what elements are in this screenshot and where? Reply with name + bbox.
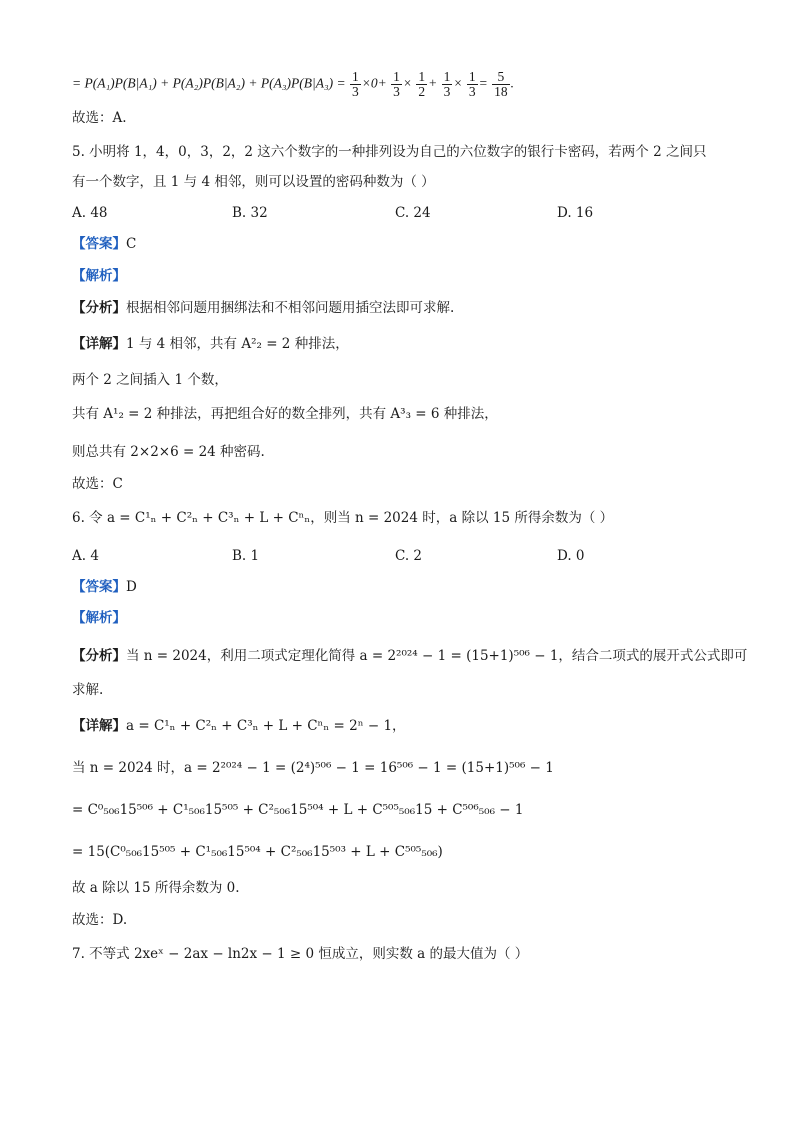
q5-detail-2: 两个 2 之间插入 1 个数，: [72, 372, 228, 388]
prev-equation: = P(A₁)P(B|A₁) + P(A₂)P(B|A₂) + P(A₃)P(B|A₃) = $\frac{1}{3}$ ×0+ $\frac{1}{3}$ × $\frac{1}{2}$ + $\frac{1}{3}$ × $\frac{1}{3}$ = $\frac{5}{18}$ .: [72, 69, 514, 99]
q5-detail-3: 共有 A¹₂ = 2 种排法，再把组合好的数全排列，共有 A³₃ = 6 种排法，: [72, 406, 498, 422]
q6-detail-4: = 15(C⁰₅₀₆15⁵⁰⁵ + C¹₅₀₆15⁵⁰⁴ + C²₅₀₆15⁵⁰³ + L + C⁵⁰⁵₅₀₆): [72, 844, 443, 860]
q5-answer: [72, 234, 136, 254]
q6-detail-2: 当 n = 2024 时，a = 2²⁰²⁴ − 1 = (2⁴)⁵⁰⁶ − 1 = 16⁵⁰⁶ − 1 = (15+1)⁵⁰⁶ − 1: [72, 760, 554, 776]
q6-option-a: A. 4: [72, 548, 99, 564]
prev-choose: 故选：A.: [72, 110, 127, 126]
frac-1-3: $\frac{1}{3}$: [393, 69, 400, 99]
q6-answer-label: 【答案】: [72, 579, 126, 595]
q7-stem: 7. 不等式 2xeˣ − 2ax − ln2x − 1 ≥ 0 恒成立，则实数 a 的最大值为（ ）: [72, 946, 529, 962]
q6-detail-1: 【详解】a = C¹ₙ + C²ₙ + C³ₙ + L + Cⁿₙ = 2ⁿ − 1，: [72, 718, 406, 734]
frac-5-18: $\frac{5}{18}$: [494, 69, 508, 99]
q5-fenxi-label: 【分析】: [72, 300, 126, 316]
q6-detail-label: 【详解】: [72, 718, 126, 734]
q6-detail-5: 故 a 除以 15 所得余数为 0.: [72, 880, 240, 896]
q5-fenxi-text: 根据相邻问题用捆绑法和不相邻问题用插空法即可求解.: [126, 300, 455, 316]
q6-option-d: D. 0: [557, 548, 585, 564]
q6-fenxi-cont: 求解.: [72, 682, 104, 698]
q5-option-a: A. 48: [72, 205, 108, 221]
q6-fenxi-label: 【分析】: [72, 648, 126, 664]
q6-option-c: C. 2: [395, 548, 423, 564]
q5-stem-line1: 5. 小明将 1，4，0，3，2，2 这六个数字的一种排列设为自己的六位数字的银行卡密码，若两个 2 之间只: [72, 144, 707, 160]
frac-1-3: $\frac{1}{3}$: [468, 69, 476, 99]
q6-choose: 故选：D.: [72, 912, 128, 928]
q6-fenxi: [72, 646, 747, 666]
q6-answer: [72, 577, 137, 597]
q5-analysis-label: 【解析】: [72, 268, 126, 284]
q6-detail-3: = C⁰₅₀₆15⁵⁰⁶ + C¹₅₀₆15⁵⁰⁵ + C²₅₀₆15⁵⁰⁴ + L + C⁵⁰⁵₅₀₆15 + C⁵⁰⁶₅₀₆ − 1: [72, 802, 524, 818]
q5-choose: 故选：C: [72, 476, 123, 492]
q5-answer-label: 【答案】: [72, 236, 126, 252]
q5-answer-value: C: [126, 236, 137, 252]
q6-fenxi-text: 当 n = 2024，利用二项式定理化简得 a = 2²⁰²⁴ − 1 = (15+1)⁵⁰⁶ − 1，结合二项式的展开式公式即可: [126, 648, 748, 664]
prev-equation-lhs: = P(A₁)P(B|A₁) + P(A₂)P(B|A₂) + P(A₃)P(B|A₃) =: [72, 75, 346, 91]
frac-1-3: $\frac{1}{3}$: [443, 69, 451, 99]
q6-stem: 6. 令 a = C¹ₙ + C²ₙ + C³ₙ + L + Cⁿₙ，则当 n = 2024 时，a 除以 15 所得余数为（ ）: [72, 510, 614, 526]
q5-option-c: C. 24: [395, 205, 431, 221]
q5-fenxi: [72, 298, 454, 318]
frac-1-2: $\frac{1}{2}$: [418, 69, 426, 99]
q5-option-d: D. 16: [557, 205, 594, 221]
q5-option-b: B. 32: [232, 205, 268, 221]
q5-detail-4: 则总共有 2×2×6 = 24 种密码.: [72, 444, 265, 460]
q5-stem-line2: 有一个数字，且 1 与 4 相邻，则可以设置的密码种数为（ ）: [72, 174, 435, 190]
q6-answer-value: D: [126, 579, 137, 595]
q6-option-b: B. 1: [232, 548, 260, 564]
q5-detail-1: 【详解】1 与 4 相邻，共有 A²₂ = 2 种排法，: [72, 336, 349, 352]
q6-analysis-label: 【解析】: [72, 610, 126, 626]
q5-detail-label: 【详解】: [72, 336, 126, 352]
frac-1-3: $\frac{1}{3}$: [352, 69, 359, 99]
